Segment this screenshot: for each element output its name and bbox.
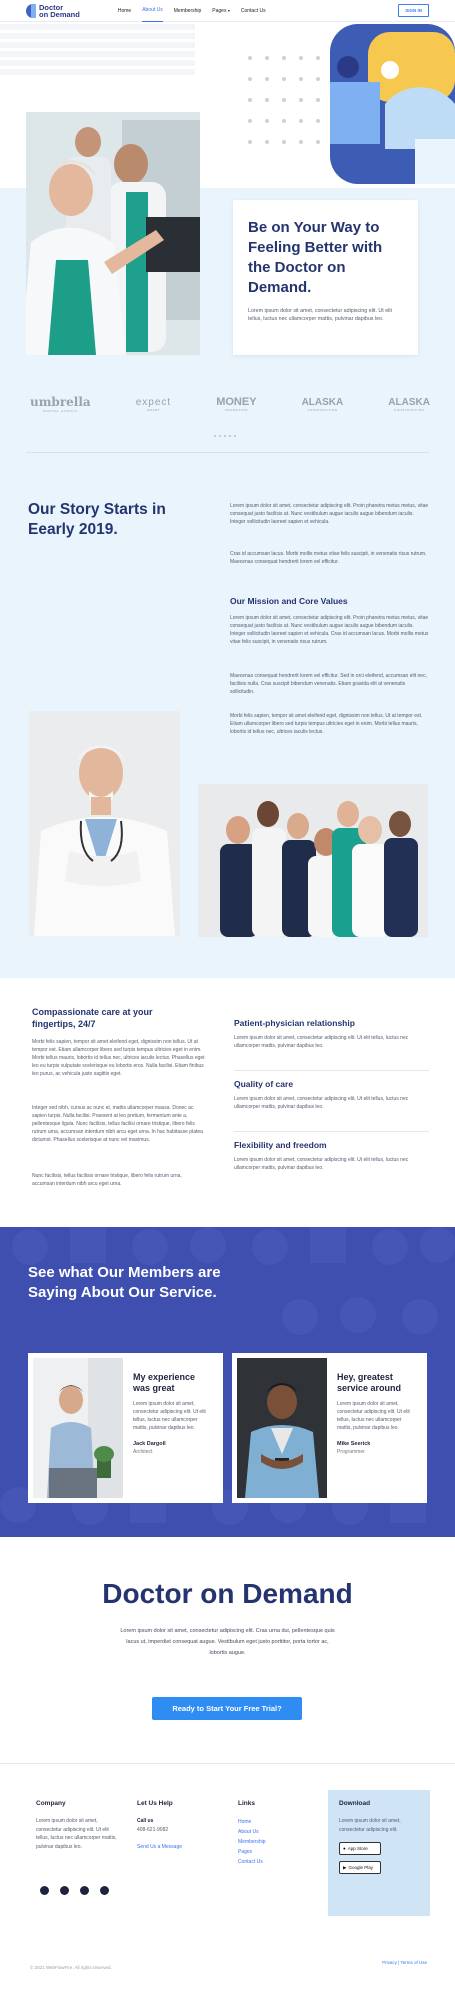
feature-text: Lorem ipsum dolor sit amet, consectetur adipiscing elit. Ut elit tellus, luctus nec ullamcorper mattis, pulvinar dapibus leo. bbox=[234, 1035, 409, 1049]
app-store-button[interactable]: ● App Store bbox=[339, 1842, 381, 1855]
logo-carousel-dots[interactable] bbox=[214, 435, 236, 437]
instagram-icon[interactable] bbox=[80, 1886, 89, 1895]
partner-logos bbox=[30, 395, 430, 413]
testimonial-text: Lorem ipsum dolor sit amet, consectetur adipiscing elit. Ut elit tellus, luctus nec ullamcorper mattis, pulvinar dapibus leo. bbox=[337, 1401, 410, 1431]
testimonial-photo bbox=[237, 1358, 327, 1498]
footer-link-contact[interactable]: Contact Us bbox=[238, 1859, 263, 1865]
google-play-button[interactable]: ▶ Google Play bbox=[339, 1861, 381, 1874]
cta-text: Lorem ipsum dolor sit amet, consectetur adipiscing elit. Cras urna dui, pellentesque quis lacus ut, imperdiet consequat augue. Vestibulum eget justo porttitor, porta tortor ac, lobortis augue. bbox=[120, 1628, 335, 1656]
logo-expect: expect SMART bbox=[135, 396, 172, 412]
section-divider bbox=[26, 452, 429, 453]
care-para-1: Morbi felis sapien, tempor sit amet eleifend eget, dignissim non tellus. Ut at tempor est. Etiam ullamcorper libero sed turpis tempus ultricies eget in enim. Morbi tellus mauris, lobortis id tellus nec, ultrices iaculis lectus. Phasellus eget leo eu turpis vulputate scelerisque eu lobortis eros. Nulla facilisi. Etiam finibus leo purus, ac vehicula justo sagittis eget. bbox=[32, 1039, 205, 1077]
site-logo[interactable] bbox=[26, 4, 80, 18]
testimonial-photo bbox=[33, 1358, 123, 1498]
logo-line1: Doctor bbox=[39, 2, 64, 12]
logo-money: MONEY PROMOTION bbox=[216, 396, 257, 412]
story-title: Our Story Starts in Eearly 2019. bbox=[28, 501, 166, 538]
linkedin-icon[interactable] bbox=[60, 1886, 69, 1895]
feature-text: Lorem ipsum dolor sit amet, consectetur adipiscing elit. Ut elit tellus, luctus nec ullamcorper mattis, pulvinar dapibus leo. bbox=[234, 1157, 409, 1171]
social-links bbox=[40, 1886, 109, 1895]
call-us-label: Call us bbox=[137, 1818, 154, 1824]
footer-links-heading: Links bbox=[238, 1800, 255, 1807]
feature-flexibility bbox=[234, 1140, 429, 1172]
mission-title: Our Mission and Core Values bbox=[230, 596, 348, 606]
testimonial-quote: My experience was great bbox=[133, 1372, 196, 1393]
story-para-4: Maecenas consequat hendrerit lorem vel efficitur. Sed in orci eleifend, accumsan elit nec, facilisis nulla. Cras suscipit bibendum venenatis. Etiam gravida elit at venenatis sollicitudin. bbox=[230, 673, 427, 695]
testimonials-title: See what Our Members are Saying About Our Service. bbox=[28, 1264, 221, 1301]
footer-divider bbox=[0, 1763, 455, 1764]
footer-link-membership[interactable]: Membership bbox=[238, 1839, 266, 1845]
feature-quality-of-care bbox=[234, 1079, 429, 1111]
footer-company-heading: Company bbox=[36, 1800, 66, 1807]
testimonials-section bbox=[0, 1227, 455, 1537]
story-para-2: Cras id accumsan lacus. Morbi mollis metus vitae felis suscipit, in venenatis risus rutrum. Maecenas consequat hendrerit lorem vel efficitur. bbox=[230, 551, 427, 565]
apple-icon: ● bbox=[343, 1846, 346, 1851]
logo-alaska-1: ALASKA CONSTRUCTION bbox=[301, 396, 344, 412]
hero-text: Lorem ipsum dolor sit amet, consectetur adipiscing elit. Ut elit tellus, luctus nec ullamcorper mattis, pulvinar dapibus leo. bbox=[248, 308, 392, 322]
nav-membership[interactable]: Membership bbox=[173, 7, 202, 14]
testimonial-name: Jack Dargoll bbox=[133, 1441, 166, 1447]
footer-link-pages[interactable]: Pages bbox=[238, 1849, 253, 1855]
send-message-link[interactable]: Send Us a Message bbox=[137, 1844, 183, 1850]
testimonial-role: Architect bbox=[133, 1449, 153, 1455]
download-box bbox=[328, 1790, 430, 1916]
care-para-2: Integer sed nibh, cursus ac nunc et, mattis ullamcorper massa. Donec ac sapien turpis. Nulla facilisi. Praesent at leo pretium, fermentum ante a, pellentesque ligula. Nunc facilisis, tellus facilisi ornare tristique, libero felis rutrum urna, accumsan interdum nibh arcu eget urna. In hac habitasse platea dictumst. Phasellus scelerisque at nunc vel maximus. bbox=[32, 1105, 203, 1143]
medical-team-photo bbox=[198, 784, 428, 937]
nav-home[interactable]: Home bbox=[117, 7, 132, 14]
hero-stripes bbox=[0, 24, 195, 84]
play-icon: ▶ bbox=[343, 1864, 347, 1870]
story-para-1: Lorem ipsum dolor sit amet, consectetur adipiscing elit. Proin pharetra metus metus, vitae consequat justo facilisis at. Nunc vestibulum augue iaculis augue bibendum iaculis. Integer sollicitudin laoreet sapien et vehicula. bbox=[230, 503, 429, 525]
testimonial-card-1 bbox=[28, 1353, 223, 1503]
youtube-icon[interactable] bbox=[100, 1886, 109, 1895]
logo-alaska-2: ALASKA CONSTRUCTION bbox=[388, 396, 430, 412]
story-para-3: Lorem ipsum dolor sit amet, consectetur adipiscing elit. Proin pharetra metus metus, vitae consequat justo facilisis at. Nunc vestibulum augue iaculis augue bibendum iaculis. Integer sollicitudin laoreet sapien et vehicula. Cras id accumsan lacus. Morbi mollis metus vitae felis suscipit, in venenatis risus rutrum. bbox=[230, 615, 429, 645]
main-menu bbox=[118, 0, 266, 22]
footer-links bbox=[238, 1800, 308, 1867]
footer-link-home[interactable]: Home bbox=[238, 1819, 252, 1825]
hero-card bbox=[233, 200, 418, 355]
sign-in-button[interactable]: SIGN IN bbox=[398, 4, 429, 17]
senior-doctor-photo bbox=[29, 711, 180, 936]
story-para-5: Morbi felis sapien, tempor sit amet eleifend eget, dignissim non tellus. Ut at tempor est. Etiam ullamcorper libero sed turpis tempus ultricies eget in enim. Morbi tellus mauris, lobortis id tellus nec, ultrices iaculis lectus. bbox=[230, 713, 423, 735]
privacy-link[interactable]: Privacy bbox=[382, 1960, 397, 1965]
feature-text: Lorem ipsum dolor sit amet, consectetur adipiscing elit. Ut elit tellus, luctus nec ullamcorper mattis, pulvinar dapibus leo. bbox=[234, 1096, 409, 1110]
hero-title: Be on Your Way to Feeling Better with the Doctor on Demand. bbox=[248, 219, 383, 296]
facebook-icon[interactable] bbox=[40, 1886, 49, 1895]
footer-help-heading: Let Us Help bbox=[137, 1800, 173, 1807]
footer-company bbox=[36, 1800, 121, 1851]
logo-umbrella: umbrella DIGITAL AGENCY bbox=[30, 395, 91, 413]
hero-doctors-photo bbox=[26, 112, 200, 355]
care-title: Compassionate care at your fingertips, 24/7 bbox=[32, 1007, 153, 1029]
feature-title: Patient-physician relationship bbox=[234, 1018, 355, 1028]
testimonial-quote: Hey, greatest service around bbox=[337, 1372, 402, 1393]
chevron-down-icon: ▾ bbox=[227, 7, 230, 13]
feature-title: Quality of care bbox=[234, 1079, 294, 1089]
testimonial-card-2 bbox=[232, 1353, 427, 1503]
footer-company-text: Lorem ipsum dolor sit amet, consectetur adipiscing elit. Ut elit tellus, luctus nec ullamcorper mattis, pulvinar dapibus leo. bbox=[36, 1818, 117, 1850]
feature-title: Flexibility and freedom bbox=[234, 1140, 327, 1150]
testimonial-role: Programmer bbox=[337, 1449, 365, 1455]
legal-links: Privacy | Terms of Use bbox=[382, 1960, 427, 1965]
footer-help bbox=[137, 1800, 212, 1852]
logo-icon bbox=[26, 4, 36, 18]
top-navbar bbox=[0, 0, 455, 22]
decorative-shapes bbox=[330, 24, 455, 184]
terms-link[interactable]: Terms of Use bbox=[400, 1960, 427, 1965]
footer-link-about[interactable]: About Us bbox=[238, 1829, 259, 1835]
care-para-3: Nunc facilisis, tellus facilisis ornare tristique, libero felis rutrum urna, accumsan interdum nibh arcu eget urna. bbox=[32, 1173, 182, 1187]
free-trial-button[interactable]: Ready to Start Your Free Trial? bbox=[152, 1697, 302, 1720]
phone-number[interactable]: 408-621-9082 bbox=[137, 1826, 169, 1833]
dot-pattern bbox=[248, 56, 333, 144]
testimonial-text: Lorem ipsum dolor sit amet, consectetur adipiscing elit. Ut elit tellus, luctus nec ullamcorper mattis, pulvinar dapibus leo. bbox=[133, 1401, 206, 1431]
testimonial-name: Mike Seerick bbox=[337, 1441, 371, 1447]
nav-contact-us[interactable]: Contact Us bbox=[240, 7, 266, 14]
copyright: © 2021 WebFlowFire. All rights reserved. bbox=[30, 1965, 112, 1970]
download-text: Lorem ipsum dolor sit amet, consectetur adipiscing elit. bbox=[339, 1818, 401, 1833]
feature-divider bbox=[234, 1070, 429, 1071]
download-heading: Download bbox=[339, 1800, 371, 1807]
cta-title: Doctor on Demand bbox=[102, 1578, 353, 1609]
nav-about-us[interactable]: About Us bbox=[142, 0, 163, 22]
nav-pages[interactable]: Pages ▾ bbox=[212, 0, 230, 22]
feature-divider bbox=[234, 1131, 429, 1132]
feature-patient-physician bbox=[234, 1018, 429, 1050]
logo-line2: on Demand bbox=[39, 9, 80, 19]
